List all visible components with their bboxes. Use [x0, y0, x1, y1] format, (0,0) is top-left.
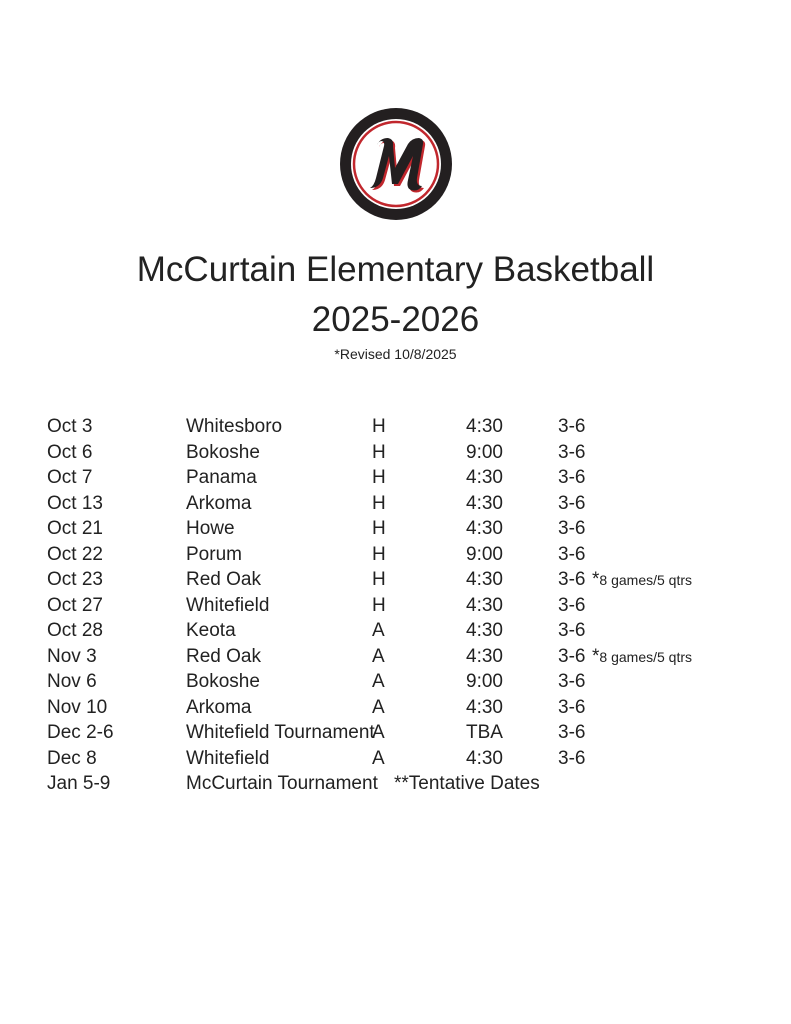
season-years: 2025-2026 — [311, 300, 480, 339]
game-time: 4:30 — [466, 645, 503, 667]
opponent-name: Arkoma — [186, 696, 252, 718]
game-date: Nov 6 — [47, 671, 97, 692]
schedule-row — [0, 746, 791, 771]
grade-levels: 3-6 — [558, 696, 586, 718]
schedule-row — [0, 440, 791, 465]
home-away: H — [372, 441, 386, 463]
schedule-row — [0, 516, 791, 541]
note-asterisk: * — [592, 645, 600, 667]
opponent-name: Whitefield — [186, 747, 270, 769]
game-time: 4:30 — [466, 467, 503, 488]
opponent-name: Red Oak — [186, 645, 261, 667]
game-time: 4:30 — [466, 416, 503, 437]
opponent-name: Whitefield — [186, 594, 270, 616]
game-date: Nov 3 — [47, 645, 97, 667]
page-title: McCurtain Elementary Basketball — [136, 250, 655, 289]
school-logo — [340, 108, 452, 220]
schedule-row — [0, 669, 791, 694]
schedule-row — [0, 465, 791, 490]
opponent-name: Porum — [186, 543, 242, 565]
game-date: Oct 27 — [47, 594, 103, 616]
game-time: 4:30 — [466, 696, 503, 718]
game-date: Oct 3 — [47, 416, 93, 437]
schedule-row — [0, 618, 791, 643]
game-time: 4:30 — [466, 747, 503, 769]
home-away: H — [372, 543, 386, 565]
opponent-name: Arkoma — [186, 492, 252, 514]
home-away: A — [372, 747, 385, 769]
home-away: H — [372, 416, 386, 437]
note-text: 8 games/5 qtrs — [599, 648, 693, 665]
grade-levels: 3-6 — [558, 543, 586, 565]
game-date: Jan 5-9 — [47, 773, 111, 794]
game-time: 4:30 — [466, 594, 503, 616]
grade-levels: 3-6 — [558, 594, 586, 616]
game-time: 4:30 — [466, 620, 503, 641]
home-away: H — [372, 467, 386, 488]
grade-levels: 3-6 — [558, 416, 586, 437]
schedule-row — [0, 491, 791, 516]
game-time: 9:00 — [466, 441, 503, 463]
game-date: Dec 8 — [47, 747, 97, 769]
note-asterisk: * — [592, 569, 600, 590]
grade-levels: 3-6 — [558, 671, 586, 692]
home-away: A — [372, 645, 385, 667]
grade-levels: 3-6 — [558, 467, 586, 488]
game-time: 4:30 — [466, 569, 503, 590]
game-time: 9:00 — [466, 671, 503, 692]
schedule-row — [0, 414, 791, 439]
home-away: H — [372, 594, 386, 616]
grade-levels: 3-6 — [558, 722, 586, 743]
home-away: H — [372, 492, 386, 514]
grade-levels: 3-6 — [558, 569, 586, 590]
schedule-row — [0, 720, 791, 745]
game-date: Nov 10 — [47, 696, 108, 718]
home-away: H — [372, 518, 386, 539]
game-time: TBA — [466, 722, 503, 743]
game-date: Oct 13 — [47, 492, 103, 514]
grade-levels: 3-6 — [558, 518, 586, 539]
grade-levels: 3-6 — [558, 747, 586, 769]
game-date: Oct 7 — [47, 467, 93, 488]
note-text: 8 games/5 qtrs — [599, 572, 693, 588]
game-date: Oct 28 — [47, 620, 103, 641]
schedule-row — [0, 771, 791, 796]
home-away: A — [372, 671, 385, 692]
m-logo-icon — [340, 108, 452, 220]
home-away: A — [372, 620, 385, 641]
game-date: Oct 22 — [47, 543, 103, 565]
opponent-name: Red Oak — [186, 569, 261, 590]
opponent-name: Bokoshe — [186, 671, 260, 692]
tentative-note: **Tentative Dates — [394, 773, 540, 794]
home-away: A — [372, 722, 385, 743]
opponent-name: Howe — [186, 518, 235, 539]
game-date: Oct 23 — [47, 569, 103, 590]
game-note — [592, 644, 692, 670]
grade-levels: 3-6 — [558, 620, 586, 641]
schedule-row — [0, 695, 791, 720]
game-date: Dec 2-6 — [47, 722, 114, 743]
opponent-name: Panama — [186, 467, 257, 488]
opponent-name: Whitesboro — [186, 416, 283, 437]
game-time: 4:30 — [466, 492, 503, 514]
schedule-row — [0, 593, 791, 618]
home-away: A — [372, 696, 385, 718]
opponent-name: McCurtain Tournament — [186, 773, 378, 794]
game-note — [592, 567, 692, 593]
game-date: Oct 21 — [47, 518, 103, 539]
schedule-row — [0, 644, 791, 669]
opponent-name: Keota — [186, 620, 236, 641]
game-time: 9:00 — [466, 543, 503, 565]
revised-note: *Revised 10/8/2025 — [334, 346, 457, 362]
home-away: H — [372, 569, 386, 590]
game-time: 4:30 — [466, 518, 503, 539]
grade-levels: 3-6 — [558, 441, 586, 463]
grade-levels: 3-6 — [558, 645, 586, 667]
schedule-row — [0, 542, 791, 567]
grade-levels: 3-6 — [558, 492, 586, 514]
opponent-name: Bokoshe — [186, 441, 260, 463]
game-date: Oct 6 — [47, 441, 93, 463]
schedule-row — [0, 567, 791, 592]
opponent-name: Whitefield Tournament — [186, 722, 375, 743]
